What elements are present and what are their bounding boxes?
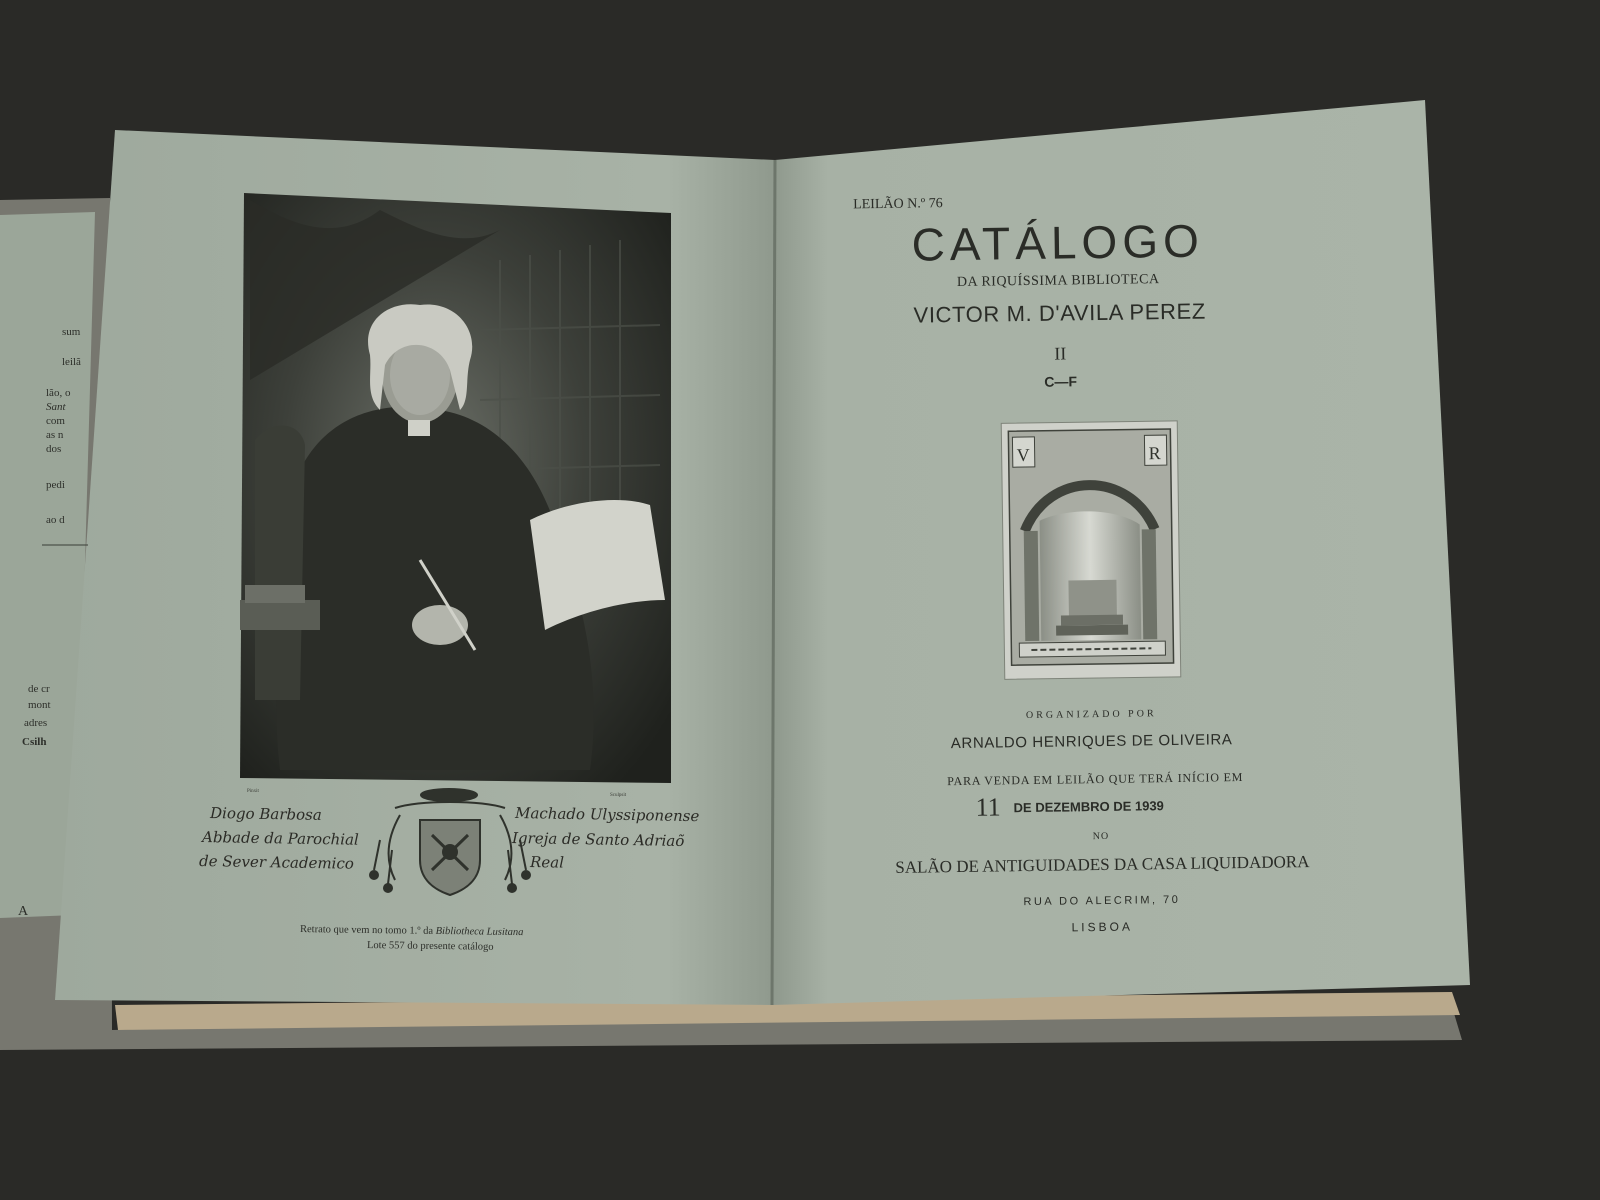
- portrait-engraving: [240, 193, 671, 783]
- fragment: as n: [46, 429, 64, 441]
- bookplate-initial-v: V: [1016, 444, 1030, 466]
- lot-reference: Lote 557 do presente catálogo: [366, 940, 494, 953]
- sale-announcement: PARA VENDA EM LEILÃO QUE TERÁ INÍCIO EM: [947, 770, 1244, 789]
- caption-line: Diogo Barbosa: [209, 804, 322, 824]
- auction-number: LEILÃO N.º 76: [853, 196, 943, 213]
- caption-line: Real: [529, 853, 565, 872]
- sale-date: DE DEZEMBRO DE 1939: [1013, 798, 1164, 816]
- venue-street: RUA DO ALECRIM, 70: [1023, 893, 1181, 909]
- fragment: sum: [62, 326, 81, 338]
- fragment: lão, o: [46, 387, 71, 399]
- fragment: A: [18, 904, 29, 919]
- organized-by-label: ORGANIZADO POR: [1025, 708, 1157, 722]
- venue-city: LISBOA: [1071, 919, 1134, 935]
- letter-range: C—F: [1044, 373, 1078, 390]
- venue-name: SALÃO DE ANTIGUIDADES DA CASA LIQUIDADORA: [895, 852, 1310, 877]
- fragment: adres: [24, 717, 48, 729]
- credit-italic: Bibliotheca Lusitana: [435, 925, 524, 939]
- venue-preposition: NO: [1092, 830, 1110, 843]
- catalog-title: CATÁLOGO: [911, 214, 1205, 271]
- fragment: Csilh: [22, 736, 47, 748]
- volume-number: II: [1054, 343, 1067, 364]
- caption-line: Machado Ulyssiponense: [514, 804, 700, 826]
- fragment: mont: [28, 699, 51, 711]
- bookplate-initial-r: R: [1148, 443, 1161, 464]
- fragment: Sant: [46, 401, 66, 413]
- sale-day: 11: [975, 792, 1001, 822]
- fragment: dos: [46, 443, 62, 455]
- catalog-subtitle: DA RIQUÍSSIMA BIBLIOTECA: [956, 272, 1160, 290]
- bookplate: [1001, 421, 1181, 679]
- library-owner: VICTOR M. D'AVILA PEREZ: [913, 298, 1206, 328]
- fragment: de cr: [28, 683, 50, 695]
- organizer-name: ARNALDO HENRIQUES DE OLIVEIRA: [950, 731, 1233, 753]
- fragment: ao d: [46, 514, 65, 526]
- engraver-credit-right: Sculpsit: [610, 793, 627, 798]
- fragment: leilã: [62, 356, 81, 368]
- caption-line: Igreja de Santo Adriaõ: [511, 829, 685, 851]
- fragment: pedi: [46, 479, 65, 491]
- caption-line: de Sever Academico: [198, 852, 355, 873]
- fragment: com: [46, 415, 65, 427]
- caption-line: Abbade da Parochial: [201, 828, 359, 849]
- credit-text: Retrato que vem no tomo 1.º da: [299, 924, 434, 937]
- engraver-credit-left: Pinxit: [247, 789, 259, 794]
